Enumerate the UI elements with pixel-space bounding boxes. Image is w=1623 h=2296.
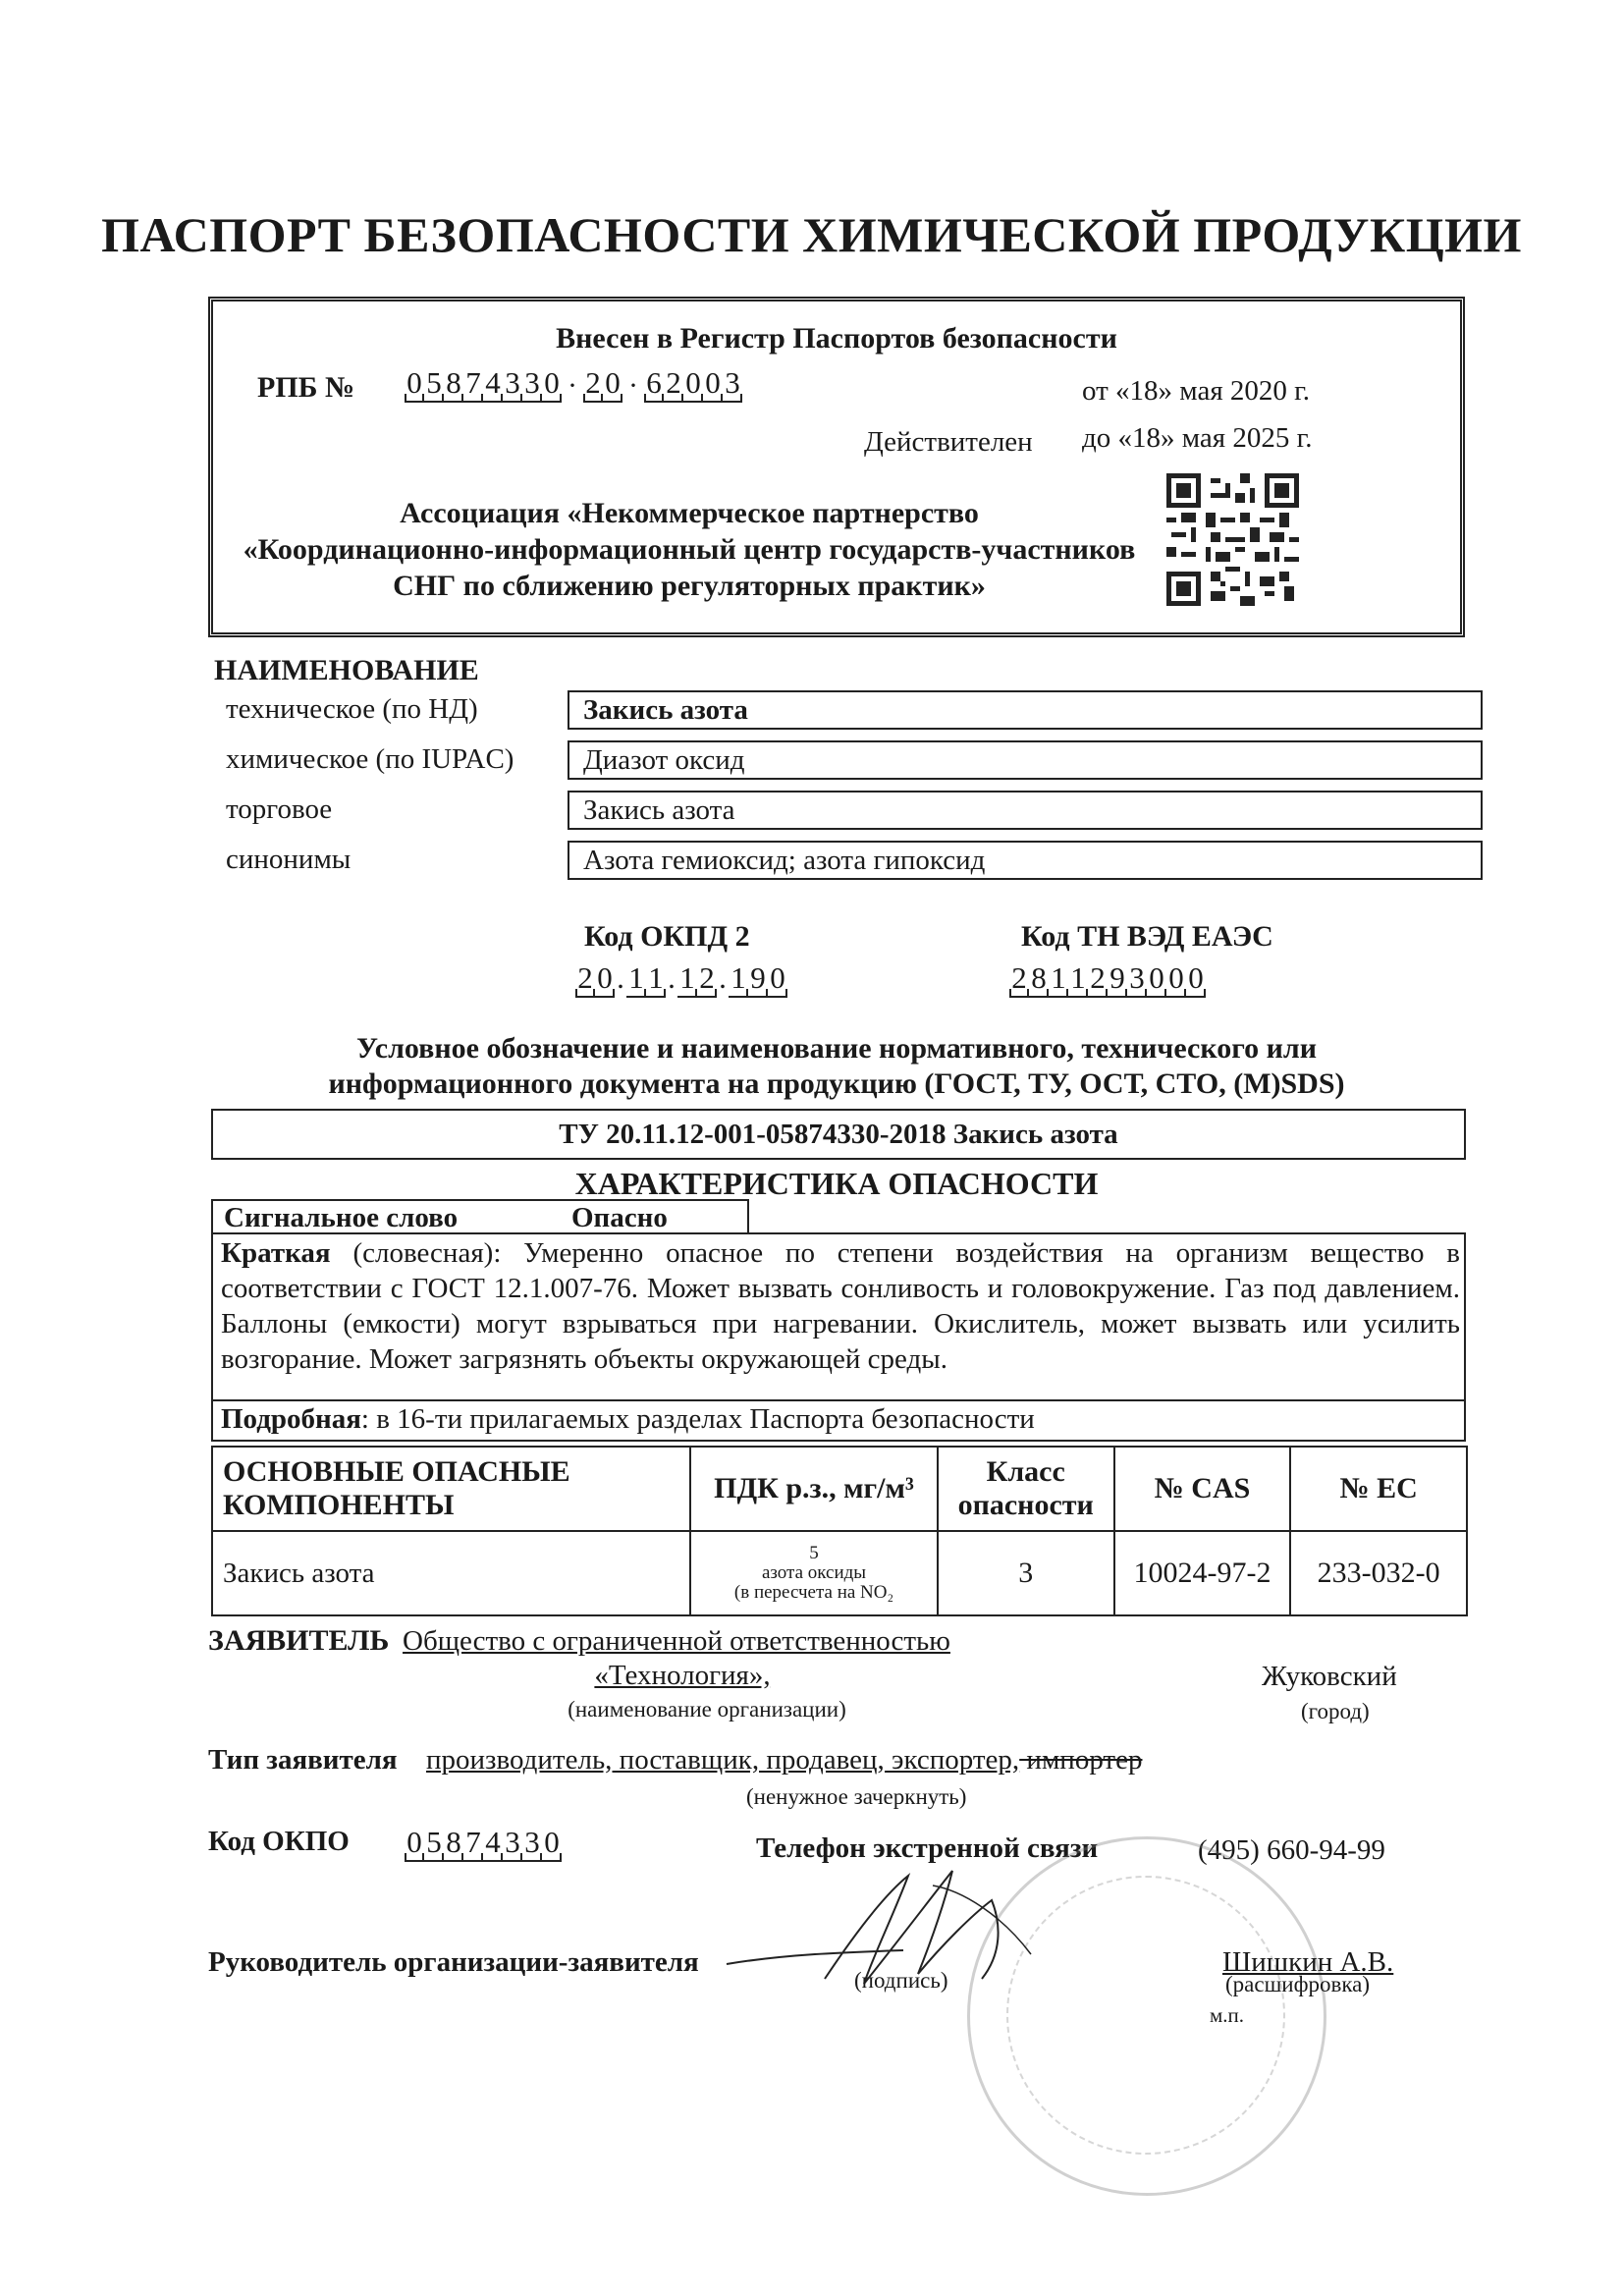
- association-name: Ассоциация «Некоммерческое партнерство «Координационно-информационный центр государств-участников СНГ по сближению регуляторных практик»: [243, 497, 1136, 602]
- applicant-name-caption: (наименование организации): [568, 1697, 846, 1722]
- divider: [211, 1401, 213, 1441]
- okpd-digit: 2: [697, 960, 717, 998]
- okpd-label: Код ОКПД 2: [584, 920, 750, 953]
- rpb-digit: 8: [444, 365, 463, 403]
- registry-heading: Внесен в Регистр Паспортов безопасности: [556, 322, 1117, 355]
- naming-label-trade: торговое: [226, 793, 333, 825]
- applicant-city-caption: (город): [1301, 1699, 1370, 1723]
- okpd-digit: 1: [729, 960, 748, 998]
- divider: [211, 1399, 1466, 1401]
- rpb-part-1: [405, 365, 562, 403]
- naming-label-chemical: химическое (по IUPAC): [226, 743, 514, 775]
- normative-heading: Условное обозначение и наименование нормативного, технического или информационного документа на продукцию (ГОСТ, ТУ, ОСТ, СТО, (М)SDS): [328, 1032, 1345, 1100]
- okpd-digit: 1: [677, 960, 697, 998]
- rpb-label: РПБ №: [257, 371, 355, 404]
- rpb-digit: 3: [503, 365, 522, 403]
- tnved-digit: 9: [1108, 960, 1127, 998]
- okpd-separator: .: [668, 960, 676, 995]
- tnved-digit: 8: [1029, 960, 1049, 998]
- tnved-digit: 3: [1127, 960, 1147, 998]
- rpb-digit: 3: [723, 365, 742, 403]
- tnved-digit: 2: [1009, 960, 1029, 998]
- naming-value-technical: Закись азота: [568, 690, 1483, 730]
- hazard-heading: ХАРАКТЕРИСТИКА ОПАСНОСТИ: [574, 1166, 1099, 1201]
- rpb-digit: 0: [405, 365, 424, 403]
- head-label: Руководитель организации-заявителя: [208, 1946, 699, 1978]
- applicant-type-label: Тип заявителя: [208, 1744, 398, 1776]
- hazard-detail: Подробная: в 16-ти прилагаемых разделах Паспорта безопасности: [221, 1403, 1035, 1435]
- component-class: 3: [938, 1531, 1114, 1615]
- okpd-digit: 1: [646, 960, 666, 998]
- applicant-city: Жуковский: [1262, 1661, 1397, 1692]
- col-header-class: Класс опасности: [938, 1447, 1114, 1531]
- tnved-digit: 0: [1186, 960, 1206, 998]
- applicant-name-line2: «Технология»,: [594, 1660, 771, 1691]
- rpb-digit: 2: [583, 365, 603, 403]
- normative-document: ТУ 20.11.12-001-05874330-2018 Закись азота: [211, 1109, 1466, 1160]
- col-header-pdk: ПДК р.з., мг/м³: [690, 1447, 937, 1531]
- okpd-digit: 0: [768, 960, 787, 998]
- applicant-type-caption: (ненужное зачеркнуть): [746, 1784, 967, 1809]
- tnved-digit: 0: [1166, 960, 1186, 998]
- table-header-row: [212, 1447, 1467, 1531]
- okpo-code: [405, 1825, 562, 1862]
- rpb-number: [405, 365, 742, 403]
- signal-word-value: Опасно: [571, 1202, 668, 1233]
- okpd-digit: 2: [575, 960, 595, 998]
- okpo-digit: 0: [542, 1825, 562, 1862]
- okpd-separator: .: [617, 960, 624, 995]
- rpb-digit: 6: [644, 365, 664, 403]
- signal-word-label: Сигнальное слово: [224, 1202, 459, 1233]
- naming-heading: НАИМЕНОВАНИЕ: [214, 654, 479, 686]
- okpo-digit: 8: [444, 1825, 463, 1862]
- okpo-digit: 0: [405, 1825, 424, 1862]
- registry-from-date: от «18» мая 2020 г.: [1082, 375, 1311, 407]
- component-ec: 233-032-0: [1290, 1531, 1467, 1615]
- component-pdk: 5 азота оксиды (в пересчета на NO₂: [690, 1531, 937, 1615]
- okpo-label: Код ОКПО: [208, 1826, 350, 1857]
- tnved-label: Код ТН ВЭД ЕАЭС: [1021, 920, 1273, 953]
- rpb-digit: 7: [463, 365, 483, 403]
- col-header-name: ОСНОВНЫЕ ОПАСНЫЕ КОМПОНЕНТЫ: [212, 1447, 690, 1531]
- signature-caption: (подпись): [854, 1968, 948, 1993]
- applicant-type: производитель, поставщик, продавец, экспортер, импортер: [426, 1744, 1143, 1776]
- rpb-separator: ·: [628, 369, 638, 402]
- tnved-code: [1009, 960, 1206, 998]
- applicant-name-line1: Общество с ограниченной ответственностью: [403, 1625, 950, 1657]
- rpb-digit: 0: [603, 365, 622, 403]
- rpb-digit: 0: [683, 365, 703, 403]
- valid-label: Действителен: [864, 426, 1033, 458]
- applicant-label: ЗАЯВИТЕЛЬ: [208, 1624, 390, 1657]
- okpo-digit: 4: [483, 1825, 503, 1862]
- naming-value-trade: Закись азота: [568, 791, 1483, 830]
- component-cas: 10024-97-2: [1114, 1531, 1291, 1615]
- col-header-ec: № ЕС: [1290, 1447, 1467, 1531]
- divider: [211, 1440, 1466, 1442]
- component-name: Закись азота: [212, 1531, 690, 1615]
- naming-label-technical: техническое (по НД): [226, 693, 478, 725]
- okpd-digit: 0: [595, 960, 615, 998]
- qr-code-icon: [1166, 473, 1299, 606]
- rpb-digit: 0: [542, 365, 562, 403]
- mp-label: м.п.: [1210, 2003, 1245, 2027]
- naming-value-synonyms: Азота гемиоксид; азота гипоксид: [568, 841, 1483, 880]
- okpo-digit: 5: [424, 1825, 444, 1862]
- col-header-cas: № CAS: [1114, 1447, 1291, 1531]
- rpb-part-2: [583, 365, 622, 403]
- okpo-digit: 3: [522, 1825, 542, 1862]
- rpb-digit: 4: [483, 365, 503, 403]
- naming-value-chemical: Диазот оксид: [568, 740, 1483, 780]
- registry-to-date: до «18» мая 2025 г.: [1082, 422, 1313, 454]
- okpd-separator: .: [719, 960, 727, 995]
- rpb-separator: ·: [568, 369, 577, 402]
- rpb-digit: 5: [424, 365, 444, 403]
- decode-caption: (расшифровка): [1225, 1972, 1371, 1996]
- document-title: ПАСПОРТ БЕЗОПАСНОСТИ ХИМИЧЕСКОЙ ПРОДУКЦИИ: [101, 207, 1522, 262]
- tnved-digit: 0: [1147, 960, 1166, 998]
- hazard-brief: Краткая (словесная): Умеренно опасное по степени воздействия на организм вещество в соответствии с ГОСТ 12.1.007-76. Может вызвать сонливость и головокружение. Газ под давлением. Баллоны (емкости) могут взрываться при нагревании. Окислитель, может вызвать или усилить возгорание. Может загрязнять объекты окружающей среды.: [221, 1237, 1460, 1375]
- rpb-part-3: [644, 365, 742, 403]
- tnved-digit: 1: [1068, 960, 1088, 998]
- phone-number: (495) 660-94-99: [1198, 1834, 1385, 1866]
- okpd-digit: 9: [748, 960, 768, 998]
- rpb-digit: 3: [522, 365, 542, 403]
- tnved-digit: 2: [1088, 960, 1108, 998]
- naming-label-synonyms: синонимы: [226, 844, 352, 875]
- divider: [1464, 1401, 1466, 1441]
- tnved-digit: 1: [1049, 960, 1068, 998]
- rpb-digit: 2: [664, 365, 683, 403]
- rpb-digit: 0: [703, 365, 723, 403]
- okpo-digit: 3: [503, 1825, 522, 1862]
- components-table: [211, 1446, 1468, 1616]
- phone-label: Телефон экстренной связи: [756, 1832, 1099, 1864]
- table-row: [212, 1531, 1467, 1615]
- head-name: Шишкин А.В.: [1222, 1946, 1394, 1978]
- okpd-code: [575, 960, 787, 998]
- okpo-digit: 7: [463, 1825, 483, 1862]
- okpd-digit: 1: [626, 960, 646, 998]
